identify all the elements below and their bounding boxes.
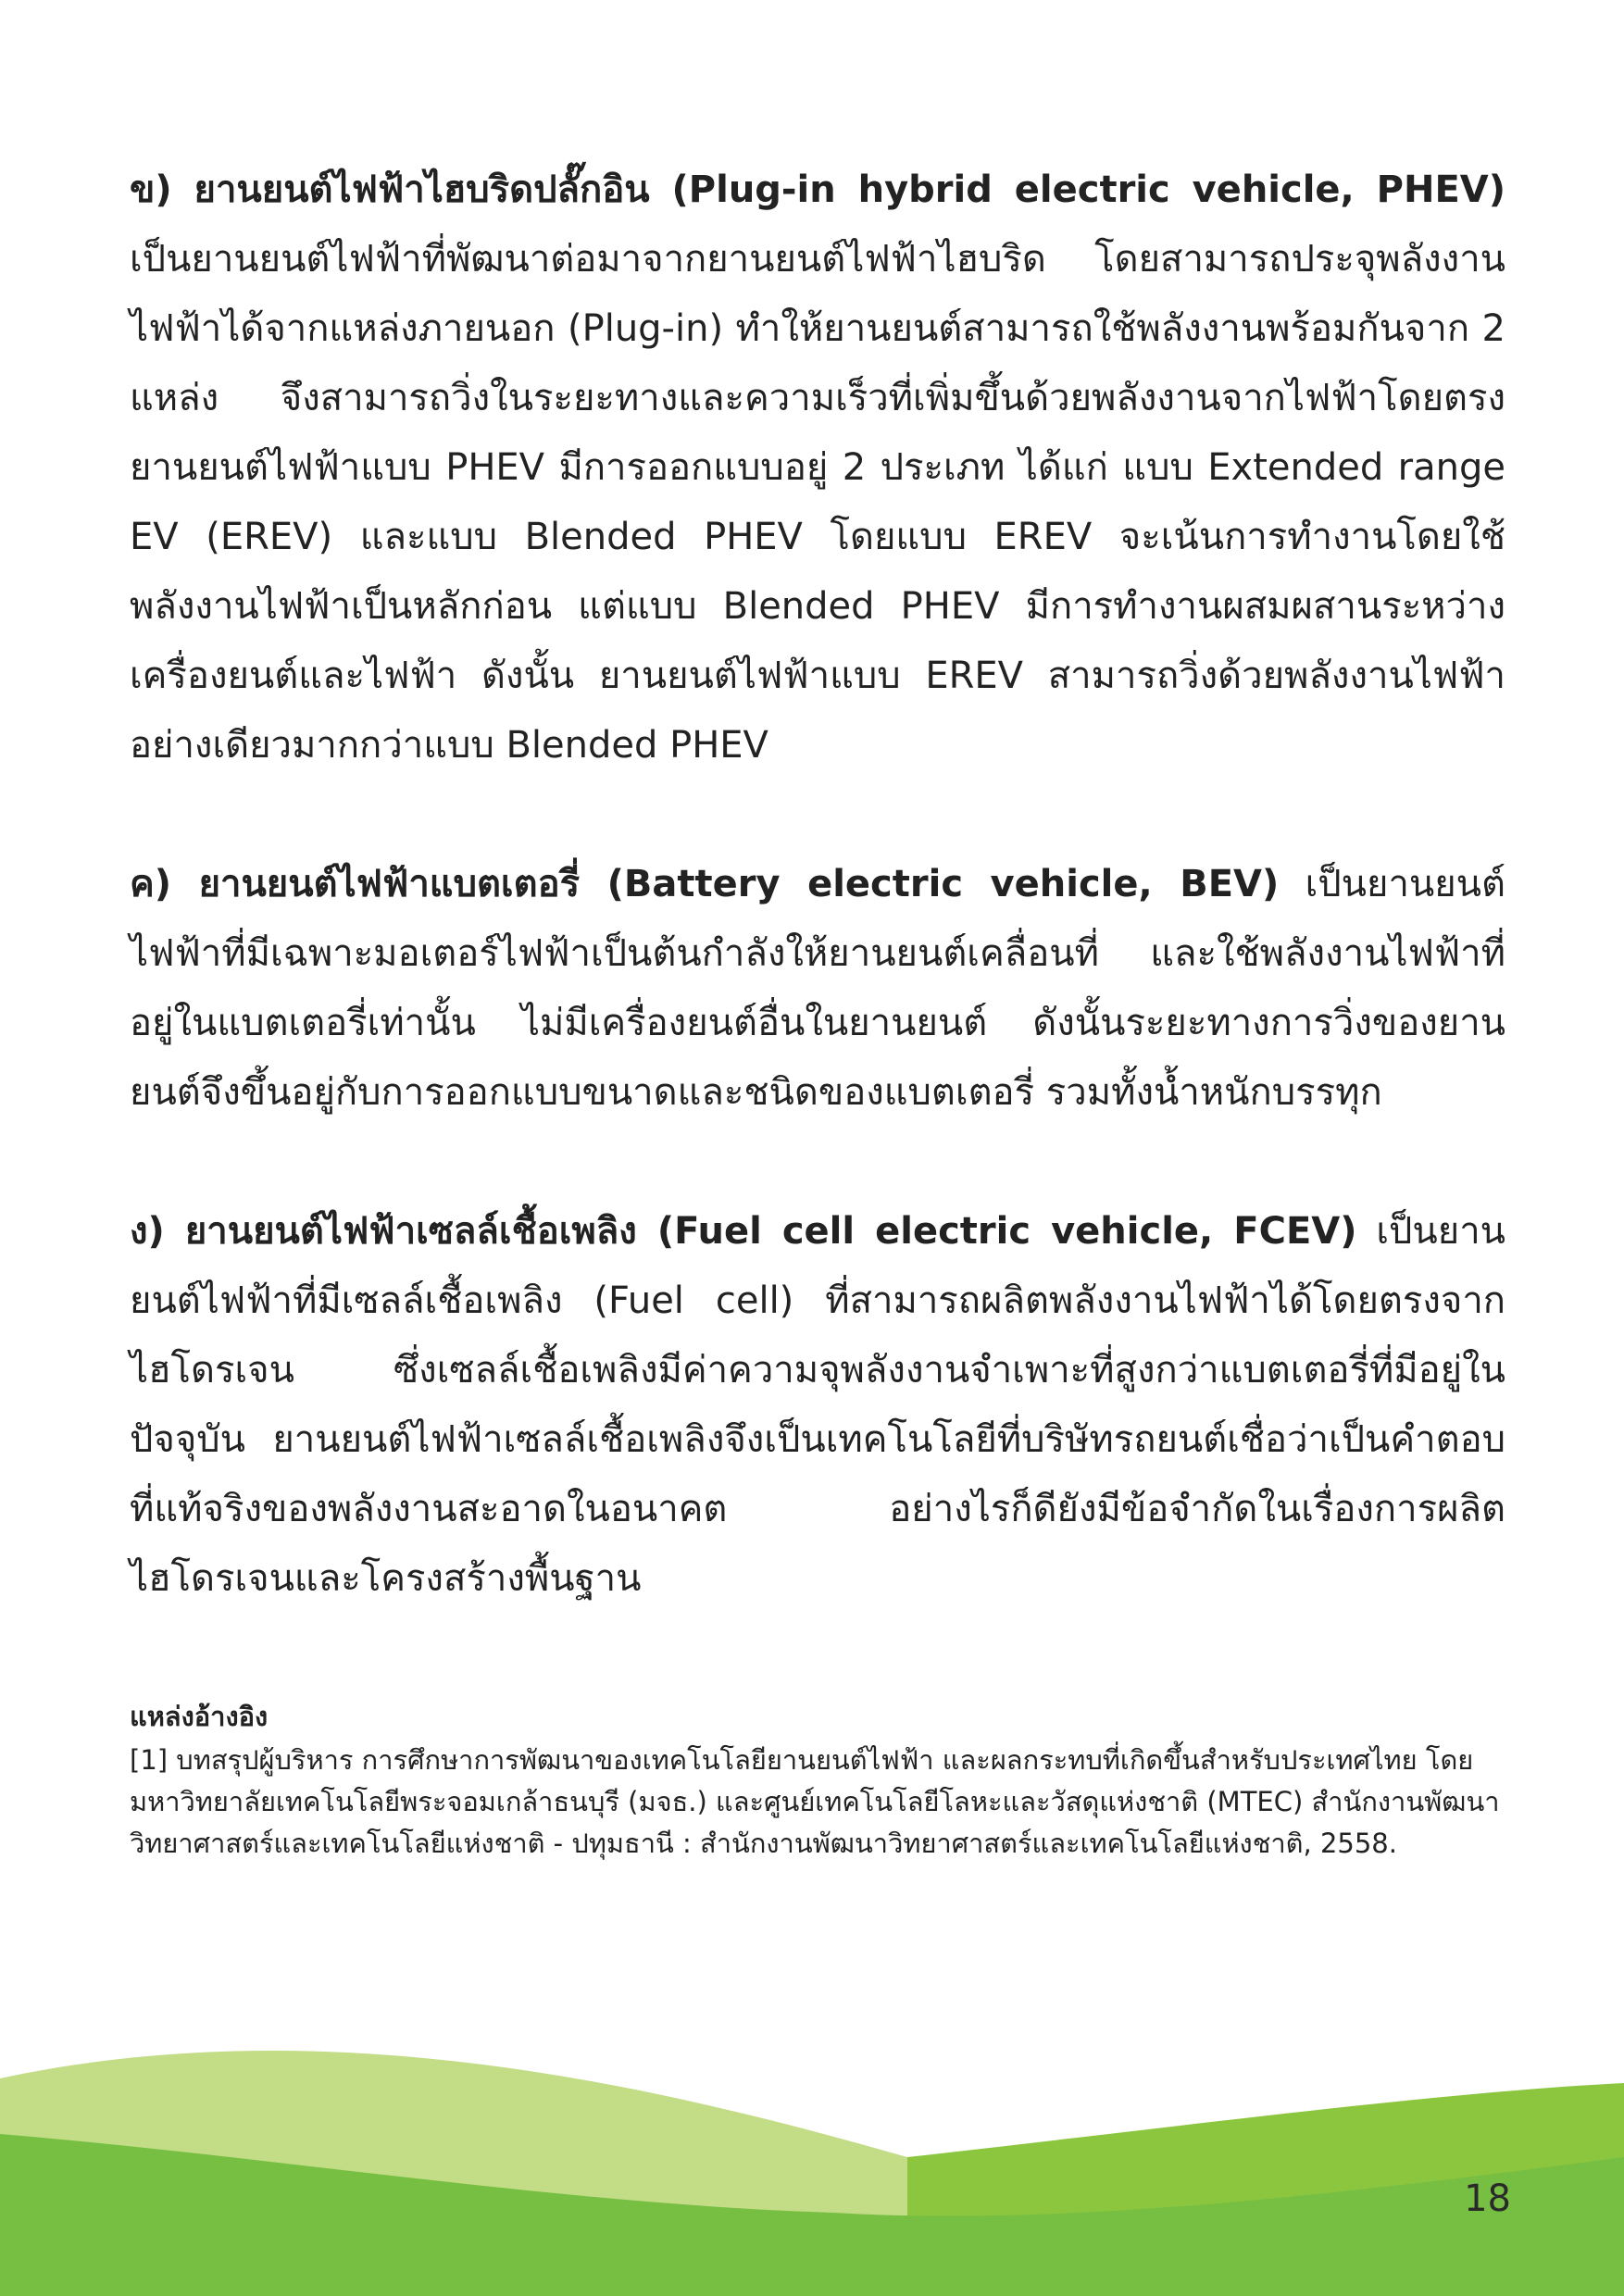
- section-bev-heading: ค) ยานยนต์ไฟฟ้าแบตเตอรี่ (Battery electric vehicle, BEV): [130, 863, 1280, 905]
- section-bev: [130, 850, 1505, 1128]
- section-phev: [130, 156, 1505, 780]
- section-phev-heading: ข) ยานยนต์ไฟฟ้าไฮบริดปลั๊กอิน (Plug-in hybrid electric vehicle, PHEV): [130, 168, 1505, 211]
- footer-wave-decoration: [0, 2018, 1624, 2296]
- section-phev-body: เป็นยานยนต์ไฟฟ้าที่พัฒนาต่อมาจากยานยนต์ไฟฟ้าไฮบริด โดยสามารถประจุพลังงานไฟฟ้าได้จากแหล่งภายนอก (Plug-in) ทำให้ยานยนต์สามารถใช้พลังงานพร้อมกันจาก 2 แหล่ง จึงสามารถวิ่งในระยะทางและความเร็วที่เพิ่มขึ้นด้วยพลังงานจากไฟฟ้าโดยตรง ยานยนต์ไฟฟ้าแบบ PHEV มีการออกแบบอยู่ 2 ประเภท ได้แก่ แบบ Extended range EV (EREV) และแบบ Blended PHEV โดยแบบ EREV จะเน้นการทำงานโดยใช้พลังงานไฟฟ้าเป็นหลักก่อน แต่แบบ Blended PHEV มีการทำงานผสมผสานระหว่างเครื่องยนต์และไฟฟ้า ดังนั้น ยานยนต์ไฟฟ้าแบบ EREV สามารถวิ่งด้วยพลังงานไฟฟ้าอย่างเดียวมากกว่าแบบ Blended PHEV: [130, 238, 1505, 767]
- document-body: [130, 156, 1505, 1614]
- references: [130, 1696, 1505, 1865]
- section-fcev: [130, 1197, 1505, 1614]
- page-number: 18: [1464, 2177, 1511, 2220]
- reference-item: [1] บทสรุปผู้บริหาร การศึกษาการพัฒนาของเทคโนโลยียานยนต์ไฟฟ้า และผลกระทบที่เกิดขึ้นสำหรับประเทศไทย โดย มหาวิทยาลัยเทคโนโลยีพระจอมเกล้าธนบุรี (มจธ.) และศูนย์เทคโนโลยีโลหะและวัสดุแห่งชาติ (MTEC) สำนักงานพัฒนาวิทยาศาสตร์และเทคโนโลยีแห่งชาติ - ปทุมธานี : สำนักงานพัฒนาวิทยาศาสตร์และเทคโนโลยีแห่งชาติ, 2558.: [130, 1744, 1500, 1859]
- section-fcev-heading: ง) ยานยนต์ไฟฟ้าเซลล์เชื้อเพลิง (Fuel cell electric vehicle, FCEV): [130, 1210, 1357, 1253]
- section-fcev-body: เป็นยานยนต์ไฟฟ้าที่มีเซลล์เชื้อเพลิง (Fuel cell) ที่สามารถผลิตพลังงานไฟฟ้าได้โดยตรงจากไฮโดรเจน ซึ่งเซลล์เชื้อเพลิงมีค่าความจุพลังงานจำเพาะที่สูงกว่าแบตเตอรี่ที่มีอยู่ในปัจจุบัน ยานยนต์ไฟฟ้าเซลล์เชื้อเพลิงจึงเป็นเทคโนโลยีที่บริษัทรถยนต์เชื่อว่าเป็นคำตอบที่แท้จริงของพลังงานสะอาดในอนาคต อย่างไรก็ดียังมีข้อจำกัดในเรื่องการผลิตไฮโดรเจนและโครงสร้างพื้นฐาน: [130, 1210, 1506, 1600]
- section-bev-body: เป็นยานยนต์ไฟฟ้าที่มีเฉพาะมอเตอร์ไฟฟ้าเป็นต้นกำลังให้ยานยนต์เคลื่อนที่ และใช้พลังงานไฟฟ้าที่อยู่ในแบตเตอรี่เท่านั้น ไม่มีเครื่องยนต์อื่นในยานยนต์ ดังนั้นระยะทางการวิ่งของยานยนต์จึงขึ้นอยู่กับการออกแบบขนาดและชนิดของแบตเตอรี่ รวมทั้งน้ำหนักบรรทุก: [130, 863, 1506, 1114]
- references-title: แหล่งอ้างอิง: [130, 1701, 269, 1732]
